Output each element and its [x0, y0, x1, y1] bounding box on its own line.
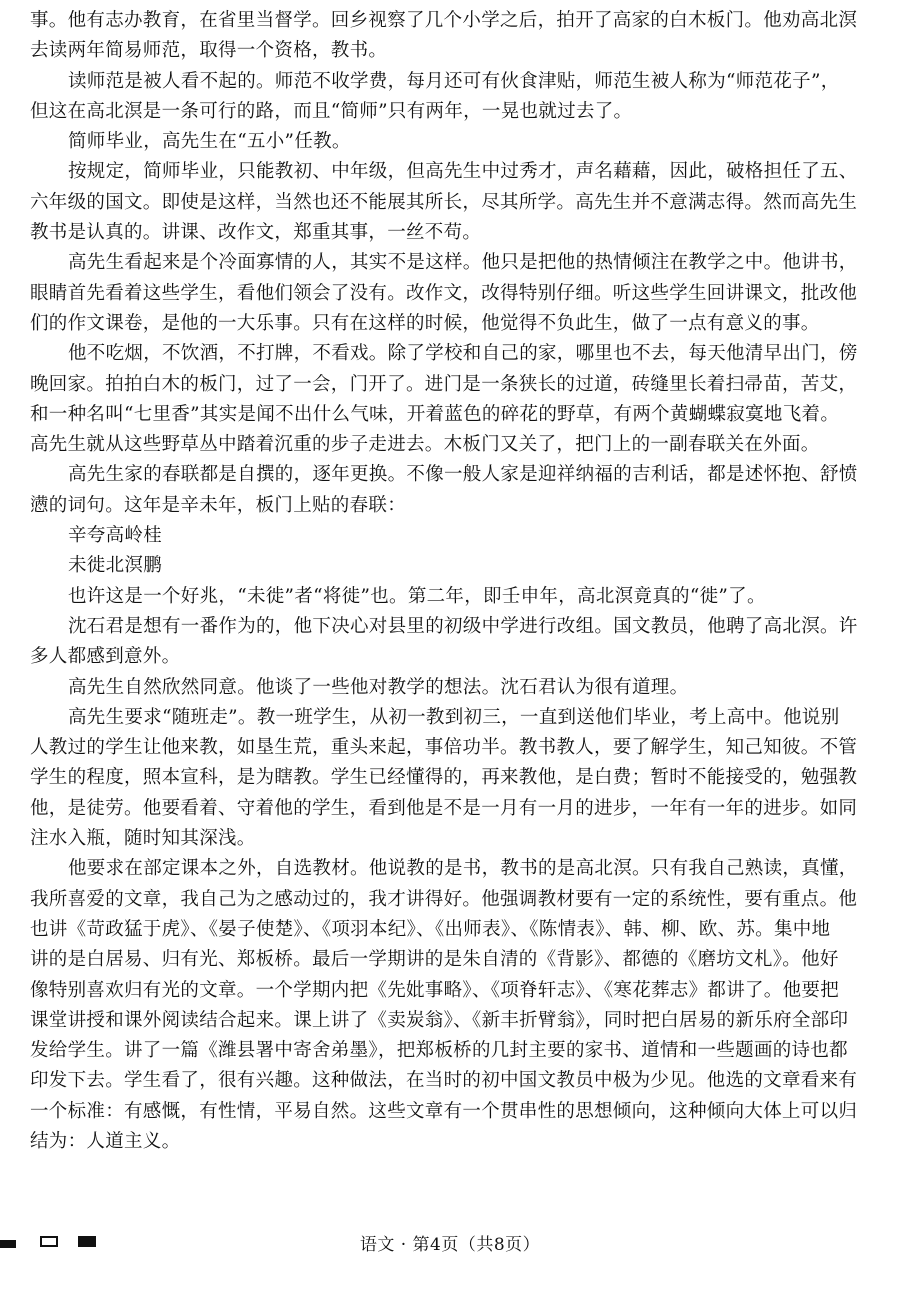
article-body [30, 6, 888, 1157]
text-line: 高先生自然欣然同意。他谈了一些他对教学的想法。沈石君认为很有道理。 [68, 676, 689, 698]
text-line: 按规定，简师毕业，只能教初、中年级，但高先生中过秀才，声名藉藉，因此，破格担任了五、 [68, 161, 858, 183]
text-line: 他不吃烟，不饮酒，不打牌，不看戏。除了学校和自己的家，哪里也不去，每天他清早出门，傍 [68, 343, 858, 365]
text-line: 沈石君是想有一番作为的，他下决心对县里的初级中学进行改组。国文教员，他聘了高北溟。许 [68, 615, 858, 637]
text-line: 像特别喜欢归有光的文章。一个学期内把《先妣事略》、《项脊轩志》、《寒花葬志》都讲了。他要把 [30, 979, 840, 1001]
text-line: 六年级的国文。即使是这样，当然也还不能展其所长，尽其所学。高先生并不意满志得。然而高先生 [30, 191, 858, 213]
text-line: 们的作文课卷，是他的一大乐事。只有在这样的时候，他觉得不负此生，做了一点有意义的事。 [30, 312, 820, 334]
page-number: 语文 · 第4页（共8页） [359, 1235, 541, 1255]
text-line: 一个标准：有感慨，有性情，平易自然。这些文章有一个贯串性的思想倾向，这种倾向大体上可以归 [30, 1100, 858, 1122]
text-line: 简师毕业，高先生在“五小”任教。 [68, 131, 351, 153]
text-line: 发给学生。讲了一篇《潍县署中寄舍弟墨》，把郑板桥的几封主要的家书、道情和一些题画的诗也都 [30, 1040, 848, 1062]
text-line: 高先生看起来是个冷面寡情的人，其实不是这样。他只是把他的热情倾注在教学之中。他讲书， [68, 252, 858, 274]
text-line: 学生的程度，照本宣科，是为瞎教。学生已经懂得的，再来教他，是白费；暂时不能接受的，勉强教 [30, 767, 858, 789]
text-line: 但这在高北溟是一条可行的路，而且“简师”只有两年，一晃也就过去了。 [30, 100, 633, 122]
text-line: 高先生就从这些野草丛中踏着沉重的步子走进去。木板门又关了，把门上的一副春联关在外面。 [30, 434, 820, 456]
text-line: 事。他有志办教育，在省里当督学。回乡视察了几个小学之后，拍开了高家的白木板门。他劝高北溟 [30, 10, 858, 31]
page-footer [0, 1226, 900, 1266]
text-line: 我所喜爱的文章，我自己为之感动过的，我才讲得好。他强调教材要有一定的系统性，要有重点。他 [30, 888, 858, 910]
text-line: 结为：人道主义。 [30, 1130, 181, 1152]
text-line: 多人都感到意外。 [30, 646, 181, 668]
text-line: 和一种名叫“七里香”其实是闻不出什么气味，开着蓝色的碎花的野草，有两个黄蝴蝶寂寞地飞着。 [30, 403, 840, 425]
text-line: 人教过的学生让他来教，如垦生荒，重头来起，事倍功半。教书教人，要了解学生，知己知彼。不管 [30, 737, 858, 759]
text-line: 去读两年简易师范，取得一个资格，教书。 [30, 40, 388, 62]
text-line: 懑的词句。这年是辛未年，板门上贴的春联： [30, 494, 407, 516]
text-line: 课堂讲授和课外阅读结合起来。课上讲了《卖炭翁》、《新丰折臂翁》，同时把白居易的新乐府全部印 [30, 1009, 849, 1031]
text-line: 教书是认真的。讲课、改作文，郑重其事，一丝不苟。 [30, 222, 482, 244]
text-line: 也许这是一个好兆，“未徙”者“将徙”也。第二年，即壬申年，高北溟竟真的“徙”了。 [68, 585, 766, 607]
text-line: 他要求在部定课本之外，自选教材。他说教的是书，教书的是高北溟。只有我自己熟读，真懂， [68, 858, 858, 880]
text-line: 也讲《苛政猛于虎》、《晏子使楚》、《项羽本纪》、《出师表》、《陈情表》、韩、柳、欧、苏。集中地 [30, 918, 831, 940]
couplet-line: 未徙北溟鹏 [68, 555, 163, 577]
text-line: 高先生家的春联都是自撰的，逐年更换。不像一般人家是迎祥纳福的吉利话，都是述怀抱、舒愤 [68, 464, 858, 486]
text-line: 印发下去。学生看了，很有兴趣。这种做法，在当时的初中国文教员中极为少见。他选的文章看来有 [30, 1070, 858, 1092]
couplet-line: 辛夸高岭桂 [68, 525, 163, 547]
text-line: 晚回家。拍拍白木的板门，过了一会，门开了。进门是一条狭长的过道，砖缝里长着扫帚苗，苦艾， [30, 373, 858, 395]
text-line: 眼睛首先看着这些学生，看他们领会了没有。改作文，改得特别仔细。听这些学生回讲课文，批改他 [30, 282, 858, 304]
text-line: 读师范是被人看不起的。师范不收学费，每月还可有伙食津贴，师范生被人称为“师范花子”， [68, 70, 840, 92]
text-line: 注水入瓶，随时知其深浅。 [30, 828, 256, 850]
text-line: 高先生要求“随班走”。教一班学生，从初一教到初三，一直到送他们毕业，考上高中。他说别 [68, 706, 840, 728]
text-line: 他，是徒劳。他要看着、守着他的学生，看到他是不是一月有一月的进步，一年有一年的进步。如同 [30, 797, 858, 819]
text-line: 讲的是白居易、归有光、郑板桥。最后一学期讲的是朱自清的《背影》、都德的《磨坊文札》。他好 [30, 949, 839, 971]
